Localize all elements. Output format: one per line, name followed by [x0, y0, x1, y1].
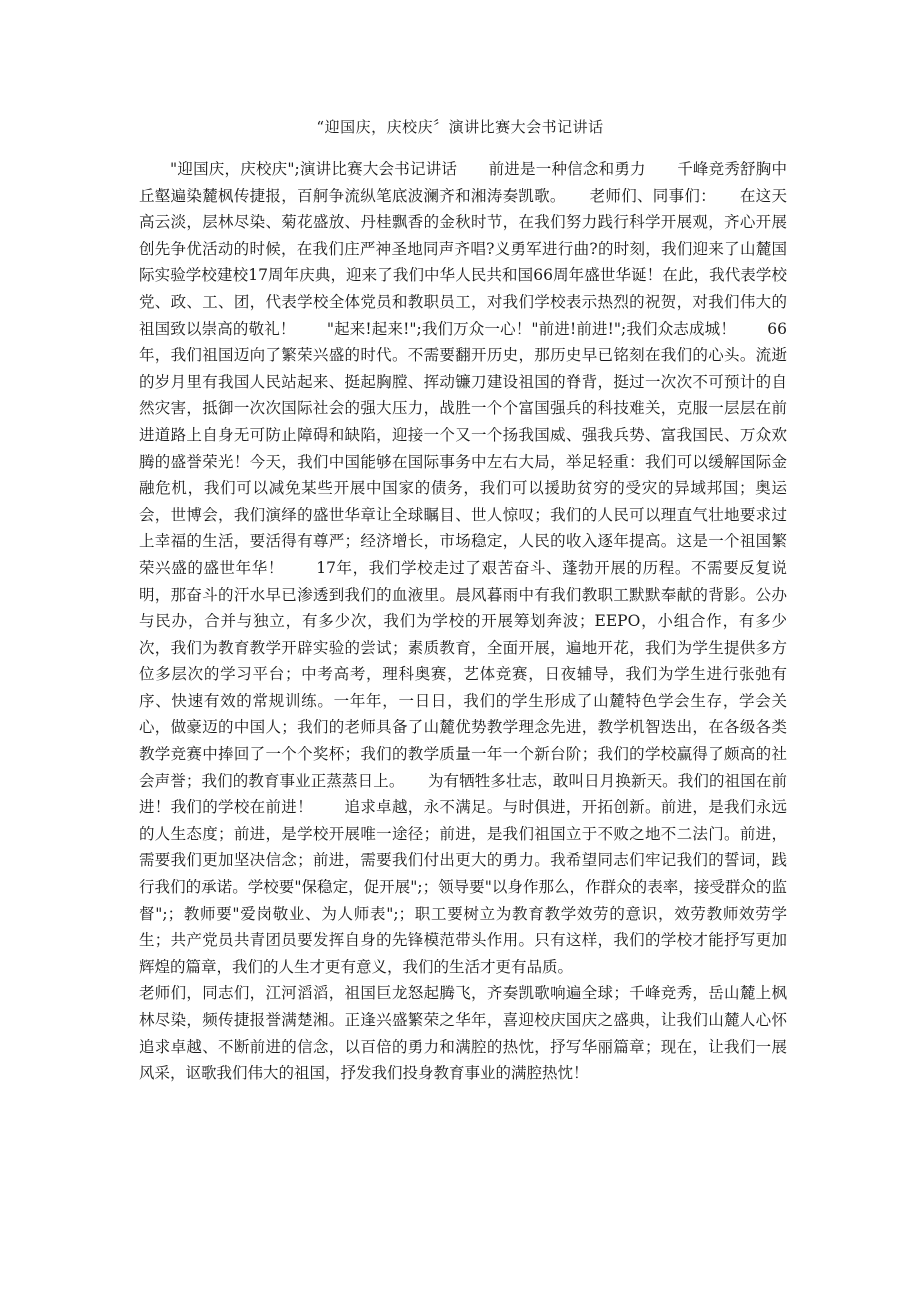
body-paragraph-1: "迎国庆，庆校庆";演讲比赛大会书记讲话 前进是一种信念和勇力 千峰竞秀舒胸中丘壑遍染麓枫传捷报，百舸争流纵笔底波澜齐和湘涛奏凯歌。 老师们、同事们： 在这天高云淡，层林尽染、菊花盛放、丹桂飘香的金秋时节，在我们努力践行科学开展观，齐心开展创先争优活动的时候，在我们庄严神圣地同声齐唱?义勇军进行曲?的时刻，我们迎来了山麓国际实验学校建校17周年庆典，迎来了我们中华人民共和国66周年盛世华诞！在此，我代表学校党、政、工、团，代表学校全体党员和教职员工，对我们学校表示热烈的祝贺，对我们伟大的祖国致以崇高的敬礼！ "起来!起来!";我们万众一心！"前进!前进!";我们众志成城！ 66年，我们祖国迈向了繁荣兴盛的时代。不需要翻开历史，那历史早已铭刻在我们的心头。流逝的岁月里有我国人民站起来、挺起胸膛、挥动镰刀建设祖国的脊背，挺过一次次不可预计的自然灾害，抵御一次次国际社会的强大压力，战胜一个个富国强兵的科技难关，克服一层层在前进道路上自身无可防止障碍和缺陷，迎接一个又一个扬我国威、强我兵势、富我国民、万众欢腾的盛誉荣光！今天，我们中国能够在国际事务中左右大局，举足轻重：我们可以缓解国际金融危机，我们可以减免某些开展中国家的债务，我们可以援助贫穷的受灾的异域邦国；奥运会，世博会，我们演绎的盛世华章让全球瞩目、世人惊叹；我们的人民可以理直气壮地要求过上幸福的生活，要活得有尊严；经济增长，市场稳定，人民的收入逐年提高。这是一个祖国繁荣兴盛的盛世年华！ 17年，我们学校走过了艰苦奋斗、蓬勃开展的历程。不需要反复说明，那奋斗的汗水早已渗透到我们的血液里。晨风暮雨中有我们教职工默默奉献的背影。公办与民办，合并与独立，有多少次，我们为学校的开展筹划奔波；EEPO，小组合作，有多少次，我们为教育教学开辟实验的尝试；素质教育，全面开展，遍地开花，我们为学生提供多方位多层次的学习平台；中考高考，理科奥赛，艺体竞赛，日夜辅导，我们为学生进行张弛有序、快速有效的常规训练。一年年，一日日，我们的学生形成了山麓特色学会生存，学会关心，做豪迈的中国人；我们的老师具备了山麓优势教学理念先进，教学机智迭出，在各级各类教学竞赛中捧回了一个个奖杯；我们的教学质量一年一个新台阶；我们的学校赢得了颇高的社会声誉；我们的教育事业正蒸蒸日上。 为有牺牲多壮志，敢叫日月换新天。我们的祖国在前进！我们的学校在前进！ 追求卓越，永不满足。与时俱进，开拓创新。前进，是我们永远的人生态度；前进，是学校开展唯一途径；前进，是我们祖国立于不败之地不二法门。前进，需要我们更加坚决信念；前进，需要我们付出更大的勇力。我希望同志们牢记我们的誓词，践行我们的承诺。学校要"保稳定，促开展";；领导要"以身作那么，作群众的表率，接受群众的监督";；教师要"爱岗敬业、为人师表";；职工要树立为教育教学效劳的意识，效劳教师效劳学生；共产党员共青团员要发挥自身的先锋模范带头作用。只有这样，我们的学校才能抒写更加辉煌的篇章，我们的人生才更有意义，我们的生活才更有品质。 — [139, 160, 787, 976]
body-paragraph-2: 老师们，同志们，江河滔滔，祖国巨龙怒起腾飞，齐奏凯歌响遍全球；千峰竞秀，岳山麓上枫林尽染，频传捷报誉满楚湘。正逢兴盛繁荣之华年，喜迎校庆国庆之盛典，让我们山麓人心怀追求卓越、不断前进的信念，以百倍的勇力和满腔的热忱，抒写华丽篇章；现在，让我们一展风采，讴歌我们伟大的祖国，抒发我们投身教育事业的满腔热忱！ — [139, 984, 787, 1083]
document-body — [139, 156, 787, 1087]
document-title: “迎国庆，庆校庆〞演讲比赛大会书记讲话 — [316, 118, 604, 136]
